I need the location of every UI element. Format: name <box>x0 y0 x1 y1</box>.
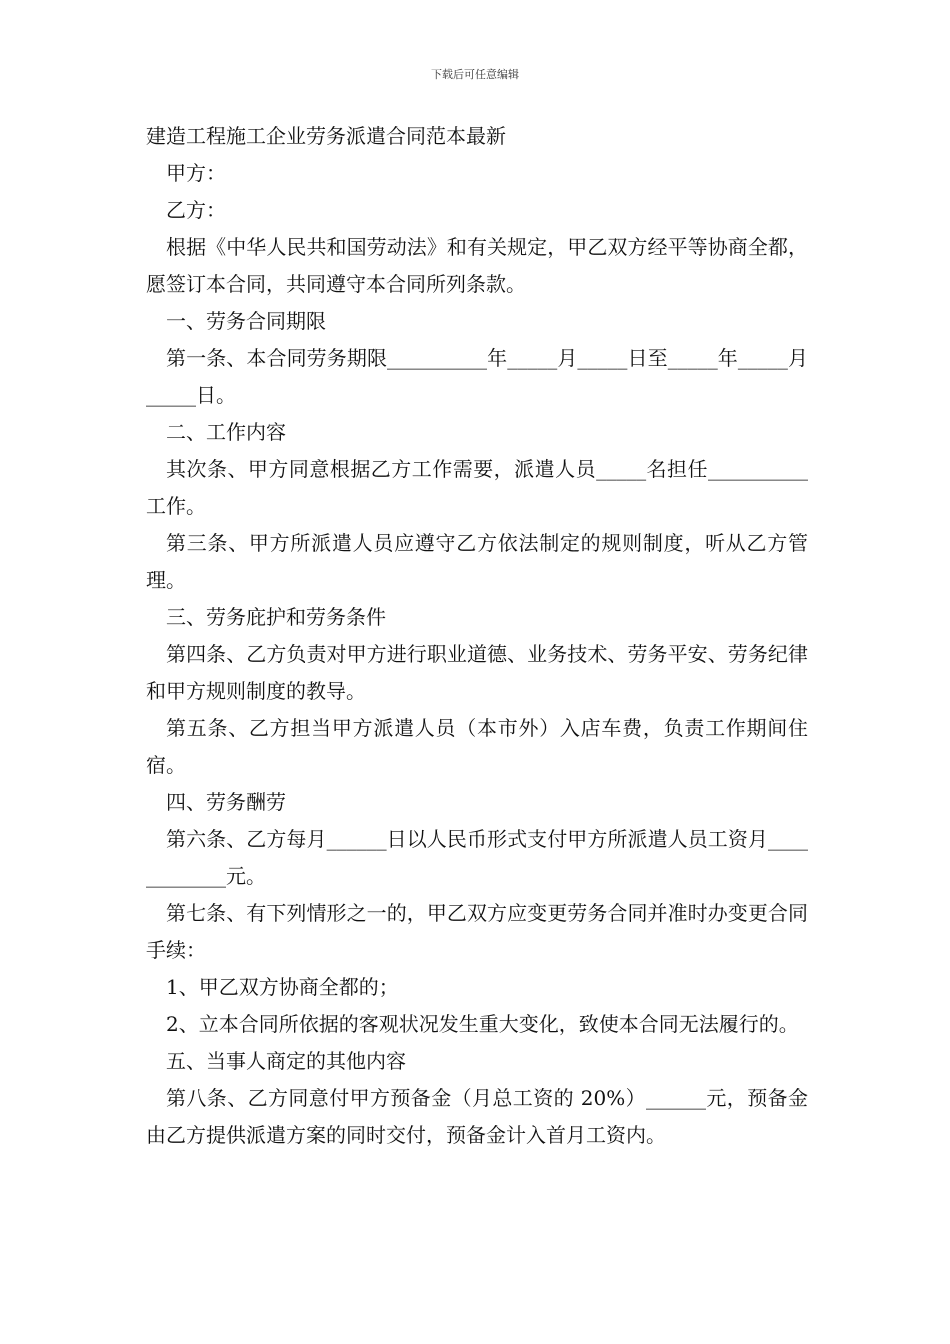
article-5: 第五条、乙方担当甲方派遣人员（本市外）入店车费，负责工作期间住宿。 <box>146 716 808 777</box>
section-heading-3: 三、劳务庇护和劳务条件 <box>166 605 386 629</box>
article-3: 第三条、甲方所派遣人员应遵守乙方依法制定的规则制度，听从乙方管理。 <box>146 531 808 592</box>
document-body <box>146 118 808 1154</box>
article-7-item-2: 2、立本合同所依据的客观状况发生重大变化，致使本合同无法履行的。 <box>166 1012 799 1036</box>
party-b-line: 乙方： <box>166 198 226 222</box>
document-title: 建造工程施工企业劳务派遣合同范本最新 <box>146 124 506 148</box>
article-7: 第七条、有下列情形之一的，甲乙双方应变更劳务合同并准时办变更合同手续： <box>146 901 808 962</box>
section-heading-1: 一、劳务合同期限 <box>166 309 326 333</box>
preamble-paragraph: 根据《中华人民共和国劳动法》和有关规定，甲乙双方经平等协商全都，愿签订本合同，共同遵守本合同所列条款。 <box>146 235 808 296</box>
article-4: 第四条、乙方负责对甲方进行职业道德、业务技术、劳务平安、劳务纪律和甲方规则制度的教导。 <box>146 642 808 703</box>
section-heading-2: 二、工作内容 <box>166 420 286 444</box>
article-7-item-1: 1、甲乙双方协商全都的； <box>166 975 399 999</box>
article-8: 第八条、乙方同意付甲方预备金（月总工资的 20%）______元，预备金由乙方提供派遣方案的同时交付，预备金计入首月工资内。 <box>146 1086 808 1147</box>
section-heading-4: 四、劳务酬劳 <box>166 790 286 814</box>
header-note: 下载后可任意编辑 <box>431 68 519 81</box>
article-6: 第六条、乙方每月______日以人民币形式支付甲方所派遣人员工资月____________元。 <box>146 827 808 888</box>
article-2: 其次条、甲方同意根据乙方工作需要，派遣人员_____名担任__________工作。 <box>146 457 808 518</box>
section-heading-5: 五、当事人商定的其他内容 <box>166 1049 406 1073</box>
article-1: 第一条、本合同劳务期限__________年_____月_____日至_____年_____月_____日。 <box>146 346 808 407</box>
party-a-line: 甲方： <box>166 161 226 185</box>
